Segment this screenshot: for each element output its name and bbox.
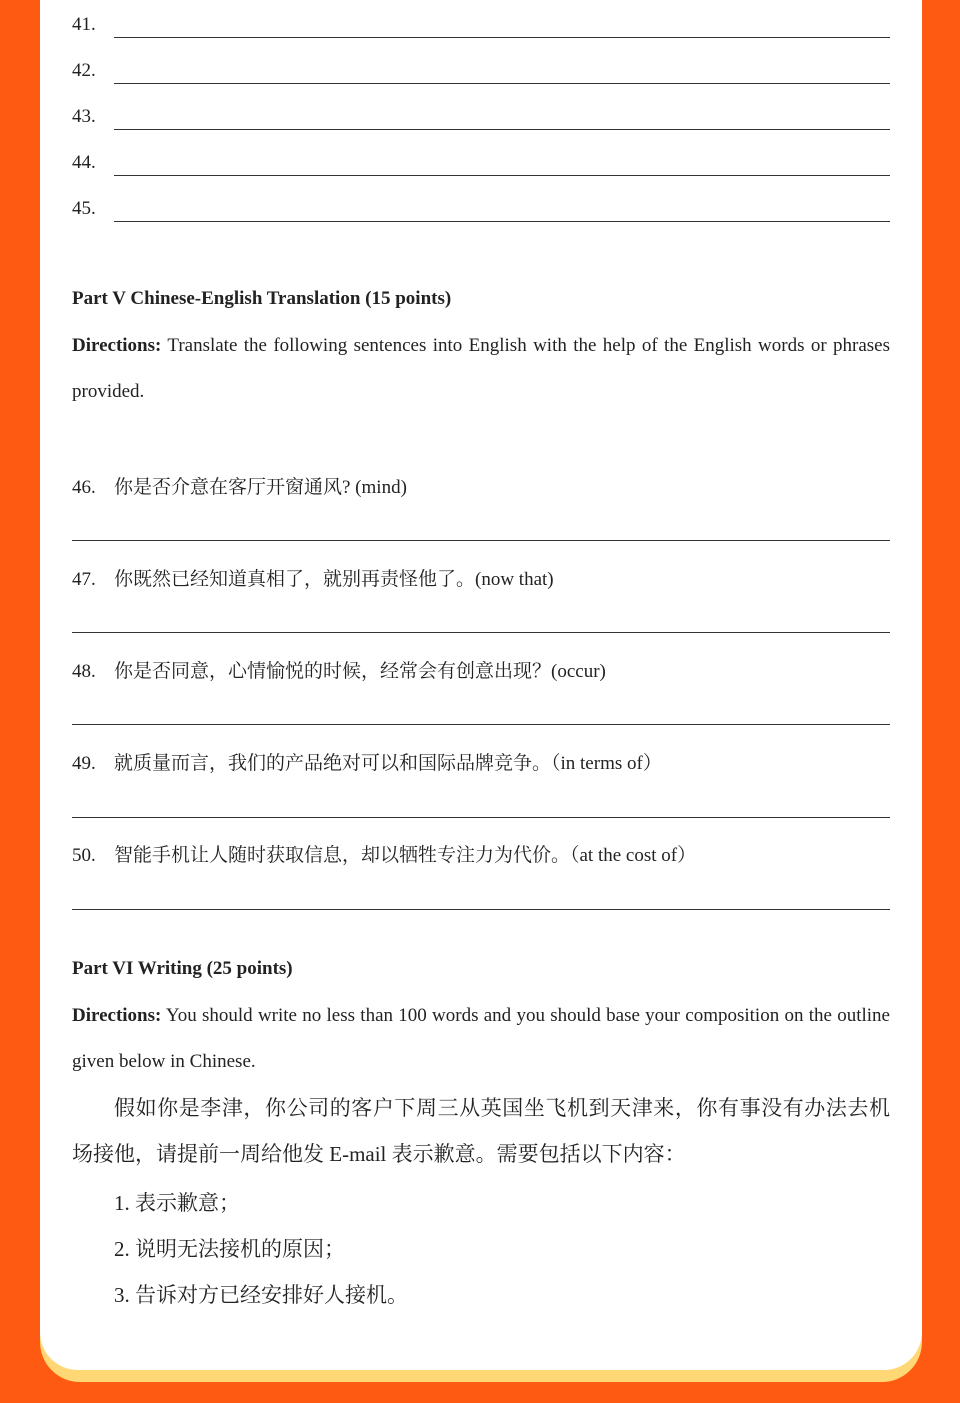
answer-rule-50[interactable]	[72, 909, 890, 910]
answer-rule-46[interactable]	[72, 540, 890, 541]
answer-line-42[interactable]	[72, 50, 890, 80]
directions-label: Directions:	[72, 335, 162, 356]
outline-item-3: 3. 告诉对方已经安排好人接机。	[114, 1283, 408, 1307]
answer-line-45[interactable]	[72, 188, 890, 218]
directions-label: Directions:	[72, 1005, 162, 1026]
answer-rule	[114, 83, 890, 84]
question-text: 你是否同意，心情愉悦的时候，经常会有创意出现？(occur)	[114, 661, 606, 682]
answer-number: 41.	[72, 14, 96, 35]
question-text: 你是否介意在客厅开窗通风? (mind)	[114, 477, 407, 498]
answer-rule-49[interactable]	[72, 817, 890, 818]
part6-directions	[72, 993, 890, 1085]
answer-number: 42.	[72, 60, 96, 81]
answer-number: 45.	[72, 198, 96, 219]
answer-rule	[114, 129, 890, 130]
question-46	[72, 472, 890, 499]
question-49	[72, 748, 890, 775]
answer-line-44[interactable]	[72, 142, 890, 172]
question-number: 46.	[72, 477, 96, 498]
answer-line-41[interactable]	[72, 4, 890, 34]
question-number: 47.	[72, 569, 96, 590]
question-number: 48.	[72, 661, 96, 682]
question-number: 49.	[72, 753, 96, 774]
directions-text: You should write no less than 100 words and you should base your composition on the outline given below in Chinese.	[72, 1005, 890, 1072]
question-number: 50.	[72, 845, 96, 866]
part5-directions	[72, 323, 890, 415]
answer-rule	[114, 175, 890, 176]
question-text: 就质量而言，我们的产品绝对可以和国际品牌竞争。（in terms of）	[114, 753, 662, 774]
outline-item-2: 2. 说明无法接机的原因；	[114, 1237, 345, 1261]
answer-rule	[114, 37, 890, 38]
part5-heading: Part V Chinese-English Translation (15 points)	[72, 288, 452, 309]
question-text: 你既然已经知道真相了，就别再责怪他了。(now that)	[114, 569, 554, 590]
question-48	[72, 656, 890, 683]
answer-rule-48[interactable]	[72, 724, 890, 725]
outline-item-1: 1. 表示歉意；	[114, 1191, 240, 1215]
directions-text: Translate the following sentences into English with the help of the English words or phrases provided.	[72, 335, 890, 402]
question-47	[72, 564, 890, 591]
answer-number: 44.	[72, 152, 96, 173]
writing-prompt: 假如你是李津，你公司的客户下周三从英国坐飞机到天津来，你有事没有办法去机场接他，请提前一周给他发 E-mail 表示歉意。需要包括以下内容：	[72, 1096, 890, 1166]
answer-line-43[interactable]	[72, 96, 890, 126]
part6-heading: Part VI Writing (25 points)	[72, 958, 293, 979]
answer-number: 43.	[72, 106, 96, 127]
question-text: 智能手机让人随时获取信息，却以牺牲专注力为代价。（at the cost of）	[114, 845, 697, 866]
question-50	[72, 840, 890, 867]
answer-rule-47[interactable]	[72, 632, 890, 633]
answer-rule	[114, 221, 890, 222]
